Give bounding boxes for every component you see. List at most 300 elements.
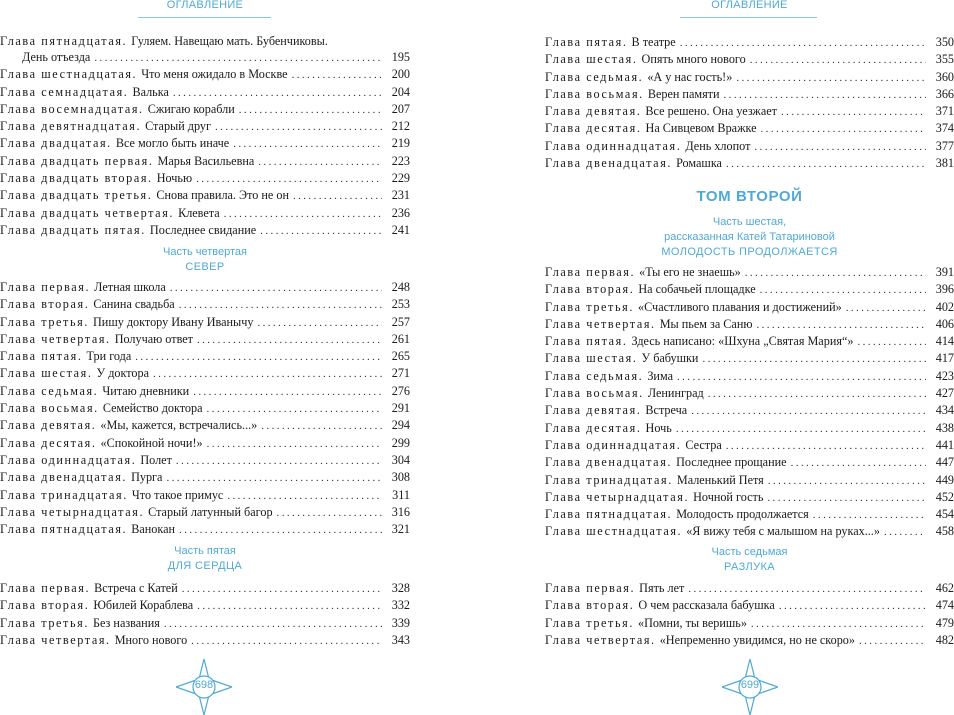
toc-entry	[0, 597, 410, 614]
toc-entry	[0, 101, 410, 118]
chapter-label: Глава шестнадцатая.	[0, 67, 138, 82]
chapter-title: Старый латунный багор	[148, 504, 273, 519]
leader-dots	[702, 351, 926, 368]
toc-entry	[0, 84, 410, 101]
page-number: 339	[391, 615, 410, 630]
page-number: 374	[935, 121, 954, 136]
toc-entry	[0, 279, 410, 296]
leader-dots	[791, 455, 926, 472]
chapter-title: Ленинград	[647, 386, 704, 401]
chapter-title: На Сивцевом Вражке	[645, 121, 757, 136]
leader-dots	[179, 297, 382, 314]
part-title: СЕВЕР	[185, 261, 225, 273]
toc-list-part7	[545, 580, 954, 649]
chapter-label: Глава двадцать вторая.	[0, 171, 153, 186]
volume-title: ТОМ ВТОРОЙ	[696, 188, 803, 205]
toc-entry	[545, 420, 954, 437]
chapter-title: «Ты его не знаешь»	[639, 265, 741, 279]
part-heading	[545, 545, 954, 575]
leader-dots	[196, 171, 382, 188]
page-folio-number: 698	[194, 679, 214, 691]
page-number: 212	[391, 119, 410, 134]
chapter-label: Глава первая.	[545, 265, 636, 279]
toc-entry	[545, 472, 954, 489]
toc-entry	[0, 383, 410, 400]
page-number: 321	[391, 522, 410, 537]
chapter-label: Глава пятнадцатая.	[545, 507, 673, 522]
page-number: 236	[391, 205, 410, 220]
chapter-label: Глава третья.	[0, 615, 89, 630]
page-folio	[176, 659, 232, 715]
chapter-label: Глава тринадцатая.	[545, 472, 673, 487]
page-number: 402	[935, 299, 954, 314]
toc-list-part5	[0, 580, 410, 649]
chapter-label: Глава пятая.	[545, 35, 628, 49]
chapter-label: Глава восьмая.	[0, 401, 99, 416]
part-title: ДЛЯ СЕРДЦА	[167, 560, 243, 572]
page-number: 291	[391, 401, 410, 416]
leader-dots	[754, 139, 926, 156]
chapter-title: Марья Васильевна	[157, 153, 255, 168]
leader-dots	[677, 369, 926, 386]
chapter-title: Полет	[140, 452, 172, 467]
toc-entry	[545, 155, 954, 172]
toc-entry	[545, 316, 954, 333]
toc-entry	[0, 632, 410, 649]
chapter-title: «Помни, ты веришь»	[638, 615, 747, 630]
running-head-rule	[138, 17, 271, 18]
part-label: Часть седьмая	[711, 546, 788, 558]
leader-dots	[258, 154, 382, 171]
page-number: 377	[935, 138, 954, 153]
chapter-title: О чем рассказала бабушка	[638, 598, 775, 613]
chapter-label: Глава вторая.	[545, 598, 635, 613]
leader-dots	[750, 52, 926, 69]
chapter-label: Глава пятая.	[545, 334, 628, 349]
leader-dots	[751, 616, 926, 633]
page-number: 343	[391, 632, 410, 647]
page-number: 438	[935, 420, 954, 435]
part-label: Часть пятая	[174, 545, 236, 557]
leader-dots	[135, 349, 382, 366]
page-number: 447	[935, 455, 954, 470]
part-title: РАЗЛУКА	[723, 561, 776, 573]
leader-dots	[745, 265, 926, 282]
leader-dots	[179, 522, 382, 539]
page-number: 458	[935, 524, 954, 539]
chapter-title: Ромашка	[676, 156, 722, 171]
leader-dots	[726, 156, 926, 173]
page-folio	[722, 659, 778, 715]
toc-entry	[545, 281, 954, 298]
chapter-title: Гуляем. Навещаю мать. Бубенчиковы.	[131, 34, 328, 48]
chapter-label: Глава четырнадцатая.	[545, 489, 690, 504]
page-number: 355	[935, 52, 954, 67]
leader-dots	[760, 282, 926, 299]
chapter-title: Верен памяти	[647, 86, 720, 101]
toc-entry	[0, 331, 410, 348]
chapter-label: Глава двенадцатая.	[545, 156, 673, 171]
chapter-label: Глава шестая.	[545, 351, 638, 366]
leader-dots	[756, 317, 926, 334]
chapter-title: Зима	[647, 368, 673, 383]
toc-list-part4	[0, 279, 410, 538]
leader-dots	[207, 401, 382, 418]
chapter-label: Глава тринадцатая.	[0, 487, 128, 502]
page-number: 229	[391, 171, 410, 186]
leader-dots	[94, 50, 382, 67]
chapter-title: Маленький Петя	[676, 472, 764, 487]
toc-list-left-opening	[0, 33, 410, 239]
chapter-label: Глава восемнадцатая.	[0, 101, 144, 116]
chapter-title: «Непременно увидимся, но не скоро»	[659, 632, 855, 647]
toc-entry	[545, 103, 954, 120]
chapter-label: Глава девятнадцатая.	[0, 119, 142, 134]
chapter-title: В театре	[631, 35, 676, 49]
chapter-label: Глава двадцать четвертая.	[0, 205, 175, 220]
page-number: 294	[391, 418, 410, 433]
page-number: 396	[935, 282, 954, 297]
toc-entry-continuation	[0, 49, 410, 66]
page-number: 434	[935, 403, 954, 418]
chapter-title: Последнее свидание	[149, 222, 257, 237]
chapter-title: «Мы, кажется, встречались...»	[100, 418, 258, 433]
page-number: 204	[391, 84, 410, 99]
page-number: 462	[935, 581, 954, 595]
leader-dots	[197, 332, 382, 349]
chapter-label: Глава девятая.	[545, 104, 642, 119]
chapter-title: Что меня ожидало в Москве	[141, 67, 288, 82]
toc-entry	[545, 385, 954, 402]
chapter-title: Много нового	[114, 632, 188, 647]
page-number: 391	[935, 265, 954, 279]
chapter-label: Глава двадцать пятая.	[0, 222, 146, 237]
chapter-label: Глава четвертая.	[0, 331, 111, 346]
chapter-label: Глава шестая.	[545, 52, 638, 67]
toc-entry	[0, 205, 410, 222]
chapter-title: Молодость продолжается	[676, 507, 809, 522]
chapter-label: Глава первая.	[0, 280, 91, 294]
toc-entry	[0, 170, 410, 187]
page-number: 304	[391, 452, 410, 467]
toc-entries	[0, 66, 410, 239]
page-number: 265	[391, 349, 410, 364]
toc-list-part6	[545, 264, 954, 541]
chapter-title: Все могло быть иначе	[115, 136, 230, 151]
chapter-title: Юбилей Кораблева	[93, 598, 194, 613]
leader-dots	[859, 633, 926, 650]
chapter-label: Глава третья.	[545, 299, 634, 314]
chapter-title: Читаю дневники	[102, 383, 190, 398]
chapter-title: Три года	[86, 349, 132, 364]
chapter-title: Семейство доктора	[102, 401, 203, 416]
right-page	[545, 0, 954, 715]
toc-entry	[0, 187, 410, 204]
page-number: 417	[935, 351, 954, 366]
chapter-title: Старый друг	[145, 119, 212, 134]
chapter-label: Глава десятая.	[0, 435, 97, 450]
chapter-title: Пурга	[131, 470, 163, 485]
leader-dots	[207, 436, 382, 453]
left-page	[0, 0, 410, 715]
page-number: 441	[935, 437, 954, 452]
chapter-title: Без названия	[93, 615, 160, 630]
page-number: 449	[935, 472, 954, 487]
toc-entry	[0, 435, 410, 452]
toc-entry	[545, 120, 954, 137]
running-head	[0, 0, 410, 20]
leader-dots	[680, 35, 926, 52]
leader-dots	[761, 121, 926, 138]
page-number: 248	[391, 280, 410, 294]
toc-entry	[545, 51, 954, 68]
chapter-label: Глава двадцать первая.	[0, 153, 154, 168]
chapter-title: Здесь написано: «Шхуна „Святая Мария“»	[631, 334, 854, 349]
page-number: 427	[935, 386, 954, 401]
chapter-label: Глава вторая.	[0, 598, 90, 613]
toc-entry	[0, 417, 410, 434]
toc-entry	[0, 504, 410, 521]
leader-dots	[691, 403, 926, 420]
toc-list-right-opening	[545, 34, 954, 172]
chapter-label: Глава одиннадцатая.	[545, 138, 682, 153]
page-number: 381	[935, 156, 954, 171]
page-number: 406	[935, 316, 954, 331]
chapter-title: На собачьей площадке	[638, 282, 756, 297]
chapter-title: Встреча	[645, 403, 688, 418]
toc-entry	[0, 400, 410, 417]
page-number: 454	[935, 507, 954, 522]
chapter-label: Глава семнадцатая.	[0, 84, 129, 99]
chapter-label: Глава одиннадцатая.	[545, 437, 682, 452]
chapter-title: Санина свадьба	[93, 297, 175, 312]
page-number: 231	[391, 188, 410, 203]
toc-entry	[545, 615, 954, 632]
leader-dots	[293, 188, 382, 205]
chapter-label: Глава четвертая.	[0, 632, 111, 647]
page-number: 261	[391, 331, 410, 346]
chapter-title: Получаю ответ	[114, 331, 193, 346]
chapter-title: «А у нас гость!»	[647, 69, 733, 84]
leader-dots	[257, 315, 382, 332]
page-number: 482	[935, 632, 954, 647]
toc-entry	[0, 296, 410, 313]
chapter-title: Что такое примус	[131, 487, 224, 502]
chapter-label: Глава первая.	[545, 581, 636, 595]
chapter-title: Пишу доктору Ивану Иванычу	[93, 314, 254, 329]
chapter-title: У бабушки	[641, 351, 699, 366]
page-number: 452	[935, 489, 954, 504]
toc-entry	[545, 489, 954, 506]
page-number: 423	[935, 368, 954, 383]
page-number: 241	[391, 222, 410, 237]
toc-entry	[0, 153, 410, 170]
chapter-label: Глава двенадцатая.	[0, 470, 128, 485]
chapter-title: Летная школа	[94, 280, 166, 294]
toc-entry	[545, 264, 954, 281]
toc-entry	[545, 350, 954, 367]
chapter-title: Валька	[132, 84, 169, 99]
chapter-title: Ночь	[645, 420, 672, 435]
chapter-title: Ванокан	[131, 522, 176, 537]
chapter-title: Сестра	[685, 437, 722, 452]
page-number: 271	[391, 366, 410, 381]
leader-dots	[224, 206, 382, 223]
leader-dots	[261, 418, 382, 435]
chapter-label: Глава двадцать третья.	[0, 188, 153, 203]
page-number: 308	[391, 470, 410, 485]
leader-dots	[164, 616, 382, 633]
leader-dots	[676, 421, 926, 438]
page-number: 195	[391, 50, 410, 64]
toc-entry	[545, 437, 954, 454]
toc-entry	[545, 402, 954, 419]
toc-entry	[545, 34, 954, 51]
chapter-title: Пять лет	[639, 581, 685, 595]
chapter-title: Опять много нового	[641, 52, 746, 67]
chapter-label: Глава пятнадцатая.	[0, 34, 128, 48]
toc-entry	[0, 348, 410, 365]
chapter-label: Глава шестнадцатая.	[545, 524, 683, 539]
page-number: 200	[391, 67, 410, 82]
toc-entry	[0, 314, 410, 331]
chapter-title: «Я вижу тебя с малышом на руках...»	[686, 524, 880, 539]
page-folio-number: 699	[740, 679, 760, 691]
chapter-title: «Счастливого плавания и достижений»	[638, 299, 842, 314]
part-label: Часть шестая,	[712, 216, 787, 228]
leader-dots	[726, 438, 926, 455]
leader-dots	[182, 581, 382, 598]
toc-entry	[0, 118, 410, 135]
toc-entry	[545, 580, 954, 597]
chapter-label: Глава восьмая.	[545, 386, 644, 401]
toc-entry	[0, 521, 410, 538]
chapter-label: Глава первая.	[0, 581, 91, 595]
leader-dots	[239, 102, 382, 119]
toc-entry	[545, 506, 954, 523]
chapter-label: Глава седьмая.	[0, 383, 99, 398]
chapter-label: Глава восьмая.	[545, 86, 644, 101]
chapter-label: Глава четвертая.	[545, 632, 656, 647]
toc-entry	[545, 368, 954, 385]
leader-dots	[767, 490, 926, 507]
leader-dots	[197, 598, 382, 615]
chapter-label: Глава четвертая.	[545, 316, 656, 331]
toc-entry	[0, 487, 410, 504]
running-head	[545, 0, 954, 20]
running-head-title: ОГЛАВЛЕНИЕ	[711, 0, 788, 11]
toc-entry	[545, 523, 954, 540]
leader-dots	[813, 507, 926, 524]
chapter-label: Глава девятая.	[0, 418, 97, 433]
part-heading	[0, 544, 410, 574]
leader-dots	[736, 70, 926, 87]
leader-dots	[846, 300, 926, 317]
chapter-label: Глава седьмая.	[545, 69, 644, 84]
leader-dots	[857, 334, 926, 351]
running-head-rule	[680, 17, 817, 18]
leader-dots	[176, 453, 382, 470]
chapter-label: Глава третья.	[0, 314, 89, 329]
toc-entry	[545, 333, 954, 350]
chapter-label: Глава седьмая.	[545, 368, 644, 383]
toc-entry	[545, 299, 954, 316]
chapter-title: Встреча с Катей	[94, 581, 178, 595]
toc-entry	[545, 138, 954, 155]
toc-entry	[0, 580, 410, 597]
toc-entry	[0, 135, 410, 152]
chapter-label: Глава десятая.	[545, 420, 642, 435]
part-title: МОЛОДОСТЬ ПРОДОЛЖАЕТСЯ	[661, 246, 838, 258]
leader-dots	[688, 581, 926, 598]
chapter-label: Глава шестая.	[0, 366, 93, 381]
chapter-label: Глава одиннадцатая.	[0, 452, 137, 467]
leader-dots	[292, 67, 382, 84]
leader-dots	[233, 136, 382, 153]
chapter-title: «Спокойной ночи!»	[100, 435, 203, 450]
page-number: 253	[391, 297, 410, 312]
part-subtitle: рассказанная Катей Татариновой	[664, 231, 835, 243]
running-head-title: ОГЛАВЛЕНИЕ	[166, 0, 244, 11]
toc-entry	[0, 365, 410, 382]
chapter-label: Глава пятнадцатая.	[0, 522, 128, 537]
leader-dots	[781, 104, 926, 121]
page-number: 360	[935, 69, 954, 84]
leader-dots	[779, 598, 926, 615]
page-number: 219	[391, 136, 410, 151]
leader-dots	[166, 470, 382, 487]
page-number: 414	[935, 334, 954, 349]
chapter-label: Глава вторая.	[545, 282, 635, 297]
chapter-title: У доктора	[96, 366, 150, 381]
chapter-label: Глава четырнадцатая.	[0, 504, 145, 519]
chapter-label: Глава пятая.	[0, 349, 83, 364]
toc-entry	[545, 632, 954, 649]
leader-dots	[170, 280, 382, 297]
toc-entry	[0, 33, 410, 49]
chapter-label: Глава третья.	[545, 615, 634, 630]
toc-entry	[0, 469, 410, 486]
chapter-title: День хлопот	[685, 138, 751, 153]
page-number: 207	[391, 101, 410, 116]
chapter-label: Глава девятая.	[545, 403, 642, 418]
chapter-title: Ночью	[156, 171, 193, 186]
page-number: 371	[935, 104, 954, 119]
toc-entry	[0, 66, 410, 83]
chapter-title: Клевета	[178, 205, 220, 220]
leader-dots	[227, 488, 382, 505]
page-number: 350	[935, 35, 954, 49]
page-number: 474	[935, 598, 954, 613]
chapter-title-continuation: День отъезда	[22, 50, 91, 64]
chapter-title: Снова правила. Это не он	[156, 188, 289, 203]
chapter-title: Сжигаю корабли	[147, 101, 235, 116]
leader-dots	[708, 386, 926, 403]
chapter-label: Глава десятая.	[545, 121, 642, 136]
page-number: 257	[391, 314, 410, 329]
toc-entry	[545, 86, 954, 103]
chapter-title: Мы пьем за Саню	[659, 316, 753, 331]
toc-entry	[545, 597, 954, 614]
leader-dots	[260, 223, 382, 240]
leader-dots	[215, 119, 382, 136]
toc-entry	[0, 615, 410, 632]
page-number: 276	[391, 383, 410, 398]
chapter-title: Последнее прощание	[676, 455, 787, 470]
page-number: 223	[391, 153, 410, 168]
part-heading	[0, 245, 410, 275]
toc-entry	[545, 69, 954, 86]
